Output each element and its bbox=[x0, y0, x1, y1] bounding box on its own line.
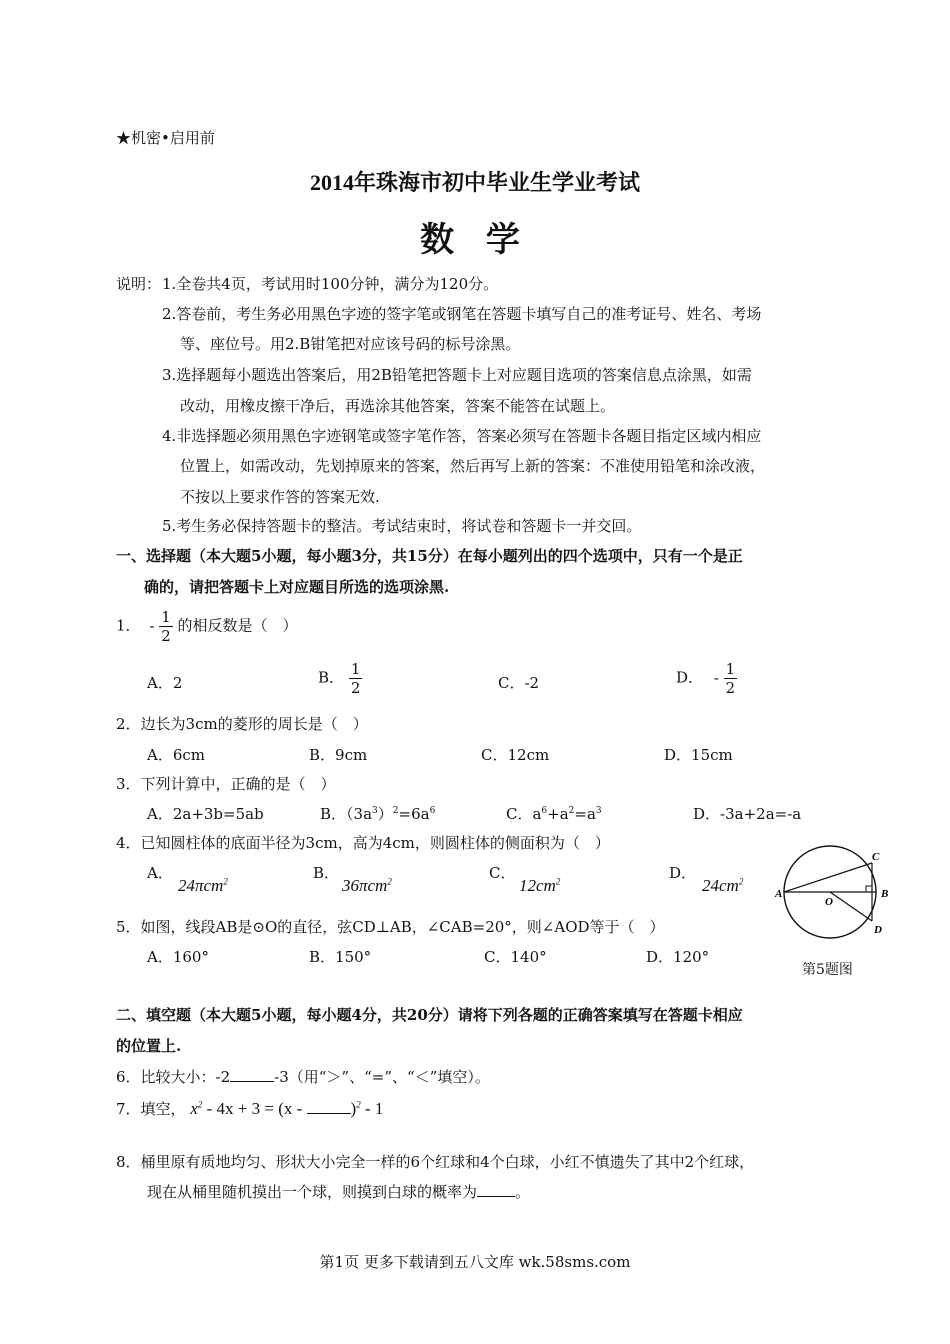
question-8-cont bbox=[147, 1181, 530, 1202]
secret-mark: ★机密•启用前 bbox=[116, 129, 215, 147]
fraction-half bbox=[159, 608, 173, 645]
exponent: 2 bbox=[356, 1099, 361, 1110]
q4-option-a-label: A． bbox=[147, 864, 173, 882]
answer-blank[interactable] bbox=[230, 1067, 274, 1082]
question-text: 7．填空， bbox=[116, 1100, 186, 1118]
negative-sign: - bbox=[713, 668, 719, 687]
instruction-item: 5.考生务必保持答题卡的整洁。考试结束时，将试卷和答题卡一并交回。 bbox=[162, 517, 642, 535]
q1-option-a bbox=[147, 672, 182, 693]
q3-option-a: A．2a+3b=5ab bbox=[147, 805, 264, 823]
q2-option-d: D．15cm bbox=[664, 746, 733, 764]
option-text: =6a bbox=[398, 805, 430, 823]
fraction-half bbox=[724, 660, 738, 697]
label-o: O bbox=[825, 896, 833, 908]
option-value: 24cm bbox=[702, 876, 739, 895]
equation-part: - 4x + 3 = (x - bbox=[202, 1099, 307, 1118]
instruction-item: 3.选择题每小题选出答案后，用2B铅笔把答题卡上对应题目选项的答案信息点涂黑，如需 bbox=[162, 366, 752, 384]
option-text: =a bbox=[574, 805, 596, 823]
section1-heading-cont: 确的，请把答题卡上对应题目所选的选项涂黑. bbox=[144, 578, 450, 596]
answer-blank[interactable] bbox=[477, 1182, 515, 1197]
option-value: 2 bbox=[172, 674, 183, 692]
question-text: 。 bbox=[515, 1183, 531, 1201]
equation-part: ) bbox=[350, 1099, 357, 1118]
figure-caption: 第5题图 bbox=[802, 962, 853, 978]
option-value: -2 bbox=[524, 674, 540, 692]
exam-title: 2014年珠海市初中毕业生学业考试 bbox=[309, 170, 640, 195]
equation-part: - 1 bbox=[360, 1099, 384, 1118]
question-1 bbox=[116, 608, 298, 645]
equation-part: x bbox=[190, 1099, 198, 1118]
option-label: C． bbox=[498, 674, 525, 692]
exponent: 2 bbox=[387, 876, 392, 887]
circle-figure bbox=[770, 838, 900, 953]
negative-sign: - bbox=[149, 616, 155, 635]
question-number: 1． bbox=[116, 616, 141, 635]
question-text: -3（用“＞”、“=”、“＜”填空）。 bbox=[274, 1068, 490, 1086]
option-text: B．（3a bbox=[320, 805, 373, 823]
instruction-item: 等、座位号。用2.B钳笔把对应该号码的标号涂黑。 bbox=[180, 335, 521, 353]
q3-option-d: D．-3a+2a=-a bbox=[693, 805, 802, 823]
instruction-item: 改动，用橡皮擦干净后，再选涂其他答案，答案不能答在试题上。 bbox=[180, 397, 616, 415]
question-text: 6．比较大小：-2 bbox=[116, 1068, 231, 1086]
q5-option-d: D．120° bbox=[646, 948, 710, 966]
right-angle-mark bbox=[866, 886, 872, 892]
label-b: B bbox=[881, 888, 889, 900]
exponent: 2 bbox=[738, 876, 744, 887]
page-footer: 第1页 更多下载请到五八文库 wk.58sms.com bbox=[319, 1253, 631, 1271]
exponent: 6 bbox=[541, 806, 548, 816]
instruction-item: 不按以上要求作答的答案无效. bbox=[180, 488, 380, 506]
label-a: A bbox=[775, 888, 783, 900]
option-label: B． bbox=[318, 668, 345, 687]
q4-option-d bbox=[702, 876, 743, 896]
question-6 bbox=[116, 1066, 490, 1087]
label-d: D bbox=[874, 924, 882, 936]
q4-option-b-label: B． bbox=[313, 864, 340, 882]
instruction-item: 4.非选择题必须用黑色字迹钢笔或签字笔作答，答案必须写在答题卡各题目指定区域内相应 bbox=[162, 427, 762, 445]
question-5: 5．如图，线段AB是⊙O的直径，弦CD⊥AB，∠CAB=20°，则∠AOD等于（ ） bbox=[116, 918, 665, 936]
q2-option-c: C．12cm bbox=[481, 746, 550, 764]
instruction-item: 1.全卷共4页，考试用时100分钟，满分为120分。 bbox=[162, 275, 499, 293]
answer-blank[interactable] bbox=[307, 1099, 351, 1114]
option-value: 36πcm bbox=[342, 876, 388, 895]
chord-ac bbox=[784, 863, 872, 892]
q2-option-b: B．9cm bbox=[309, 746, 368, 764]
q1-option-b bbox=[318, 660, 362, 697]
fraction-numerator: 1 bbox=[350, 660, 361, 678]
radius-od bbox=[830, 892, 872, 921]
question-2: 2．边长为3cm的菱形的周长是（ ） bbox=[116, 715, 368, 733]
q4-option-c-label: C． bbox=[489, 864, 516, 882]
question-3: 3．下列计算中，正确的是（ ） bbox=[116, 775, 336, 793]
exponent: 6 bbox=[429, 806, 436, 816]
exponent: 2 bbox=[568, 806, 575, 816]
section1-heading: 一、选择题（本大题5小题，每小题3分，共15分）在每小题列出的四个选项中，只有一个是正 bbox=[116, 547, 743, 565]
q5-option-b: B．150° bbox=[309, 948, 372, 966]
q3-option-b bbox=[320, 803, 435, 824]
subject-title: 数 学 bbox=[420, 220, 530, 260]
instructions-prefix: 说明： bbox=[116, 275, 162, 293]
question-text: 现在从桶里随机摸出一个球，则摸到白球的概率为 bbox=[147, 1183, 478, 1201]
fraction-denominator: 2 bbox=[161, 627, 171, 645]
q4-option-c bbox=[519, 876, 560, 896]
q4-option-d-label: D． bbox=[669, 864, 697, 882]
q2-option-a: A．6cm bbox=[147, 746, 206, 764]
fraction-numerator: 1 bbox=[725, 660, 736, 678]
label-c: C bbox=[872, 851, 880, 863]
option-value: 24πcm bbox=[178, 876, 224, 895]
exponent: 2 bbox=[197, 1099, 203, 1110]
q1-option-d bbox=[676, 660, 737, 697]
option-label: A． bbox=[147, 674, 173, 692]
exponent: 2 bbox=[392, 806, 399, 816]
option-text: +a bbox=[547, 805, 569, 823]
section2-heading: 二、填空题（本大题5小题，每小题4分，共20分）请将下列各题的正确答案填写在答题卡相应 bbox=[116, 1006, 743, 1024]
q4-option-b bbox=[342, 876, 392, 896]
q1-option-c bbox=[498, 672, 539, 693]
option-label: D． bbox=[676, 668, 704, 687]
exponent: 2 bbox=[223, 876, 228, 887]
fraction-denominator: 2 bbox=[725, 679, 736, 697]
exponent: 3 bbox=[595, 806, 602, 816]
instruction-item: 2.答卷前，考生务必用黑色字迹的签字笔或钢笔在答题卡填写自己的准考证号、姓名、考场 bbox=[162, 305, 762, 323]
question-4: 4．已知圆柱体的底面半径为3cm，高为4cm，则圆柱体的侧面积为（ ） bbox=[116, 834, 610, 852]
exponent: 3 bbox=[372, 806, 378, 816]
option-value: 12cm bbox=[519, 876, 556, 895]
fraction-numerator: 1 bbox=[161, 608, 171, 626]
equation bbox=[190, 1099, 383, 1118]
instruction-item: 位置上，如需改动，先划掉原来的答案，然后再写上新的答案：不准使用铅笔和涂改液， bbox=[180, 457, 766, 475]
question-text: 的相反数是（ ） bbox=[177, 616, 298, 635]
option-text: C．a bbox=[506, 805, 542, 823]
q5-option-a: A．160° bbox=[147, 948, 209, 966]
section2-heading-cont: 的位置上. bbox=[116, 1037, 182, 1055]
q5-option-c: C．140° bbox=[484, 948, 547, 966]
q4-option-a bbox=[178, 876, 228, 896]
question-8: 8．桶里原有质地均匀、形状大小完全一样的6个红球和4个白球，小红不慎遗失了其中2个红球， bbox=[116, 1153, 755, 1171]
fraction-denominator: 2 bbox=[350, 679, 361, 697]
exponent: 2 bbox=[555, 876, 561, 887]
option-text: ） bbox=[377, 805, 393, 823]
question-7 bbox=[116, 1098, 383, 1119]
fraction-half bbox=[349, 660, 363, 697]
q3-option-c bbox=[506, 803, 602, 824]
